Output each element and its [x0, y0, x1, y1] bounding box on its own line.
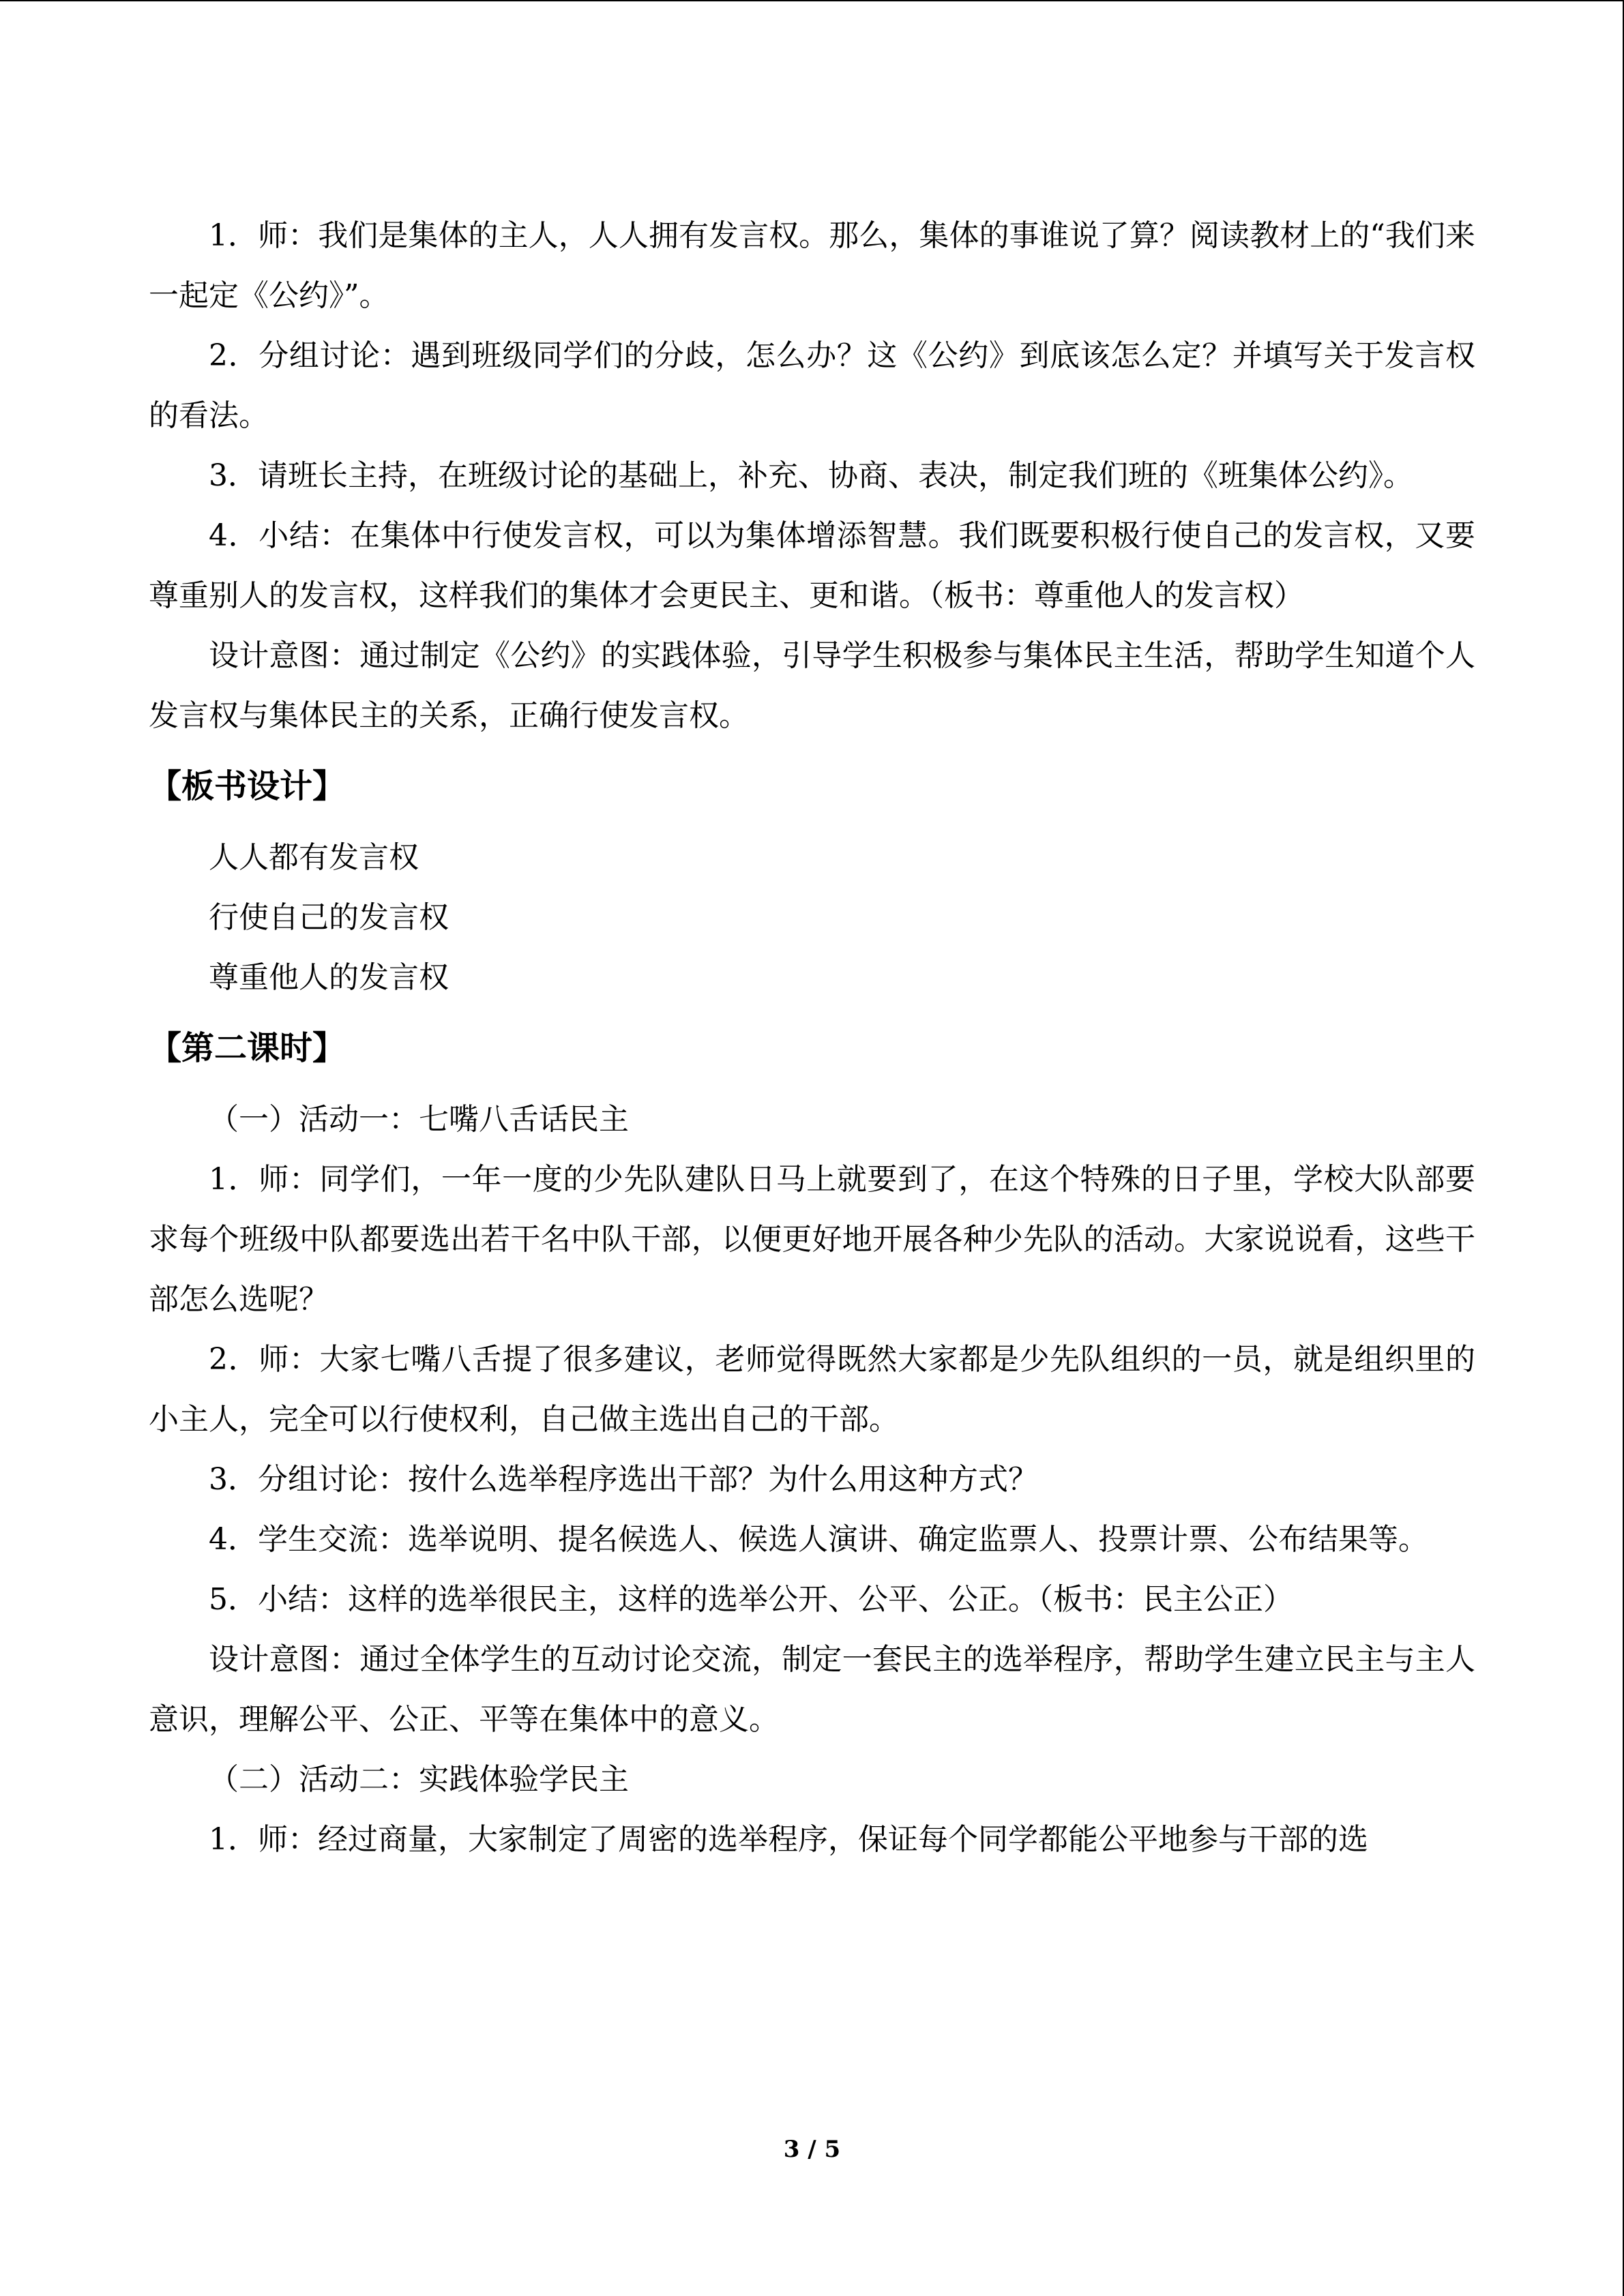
paragraph: 4．学生交流：选举说明、提名候选人、候选人演讲、确定监票人、投票计票、公布结果等。: [209, 1522, 1428, 1557]
paragraph: 1．师：我们是集体的主人，人人拥有发言权。那么，集体的事谁说了算？阅读教材上的“我们来一起定《公约》”。: [149, 218, 1475, 313]
activity-one-title: （一）活动一：七嘴八舌话民主: [209, 1102, 629, 1137]
board-line: 尊重他人的发言权: [209, 960, 449, 995]
paragraph: 2．分组讨论：遇到班级同学们的分歧，怎么办？这《公约》到底该怎么定？并填写关于发言权的看法。: [149, 338, 1475, 433]
second-lesson-heading: 【第二课时】: [149, 1029, 346, 1067]
paragraph: 5．小结：这样的选举很民主，这样的选举公开、公平、公正。（板书：民主公正）: [209, 1582, 1293, 1617]
paragraph: 3．请班长主持，在班级讨论的基础上，补充、协商、表决，制定我们班的《班集体公约》。: [209, 458, 1413, 493]
paragraph: 2．师：大家七嘴八舌提了很多建议，老师觉得既然大家都是少先队组织的一员，就是组织里的小主人，完全可以行使权利，自己做主选出自己的干部。: [149, 1342, 1475, 1437]
activity-two-title: （二）活动二：实践体验学民主: [209, 1762, 629, 1797]
paragraph: 4．小结：在集体中行使发言权，可以为集体增添智慧。我们既要积极行使自己的发言权，又要尊重别人的发言权，这样我们的集体才会更民主、更和谐。（板书：尊重他人的发言权）: [149, 518, 1475, 613]
board-line: 人人都有发言权: [209, 840, 419, 875]
board-line: 行使自己的发言权: [209, 900, 449, 935]
paragraph: 3．分组讨论：按什么选举程序选出干部？为什么用这种方式？: [209, 1462, 1038, 1497]
board-design-heading: 【板书设计】: [149, 767, 346, 805]
design-intent-paragraph: 设计意图：通过制定《公约》的实践体验，引导学生积极参与集体民主生活，帮助学生知道个人发言权与集体民主的关系，正确行使发言权。: [149, 638, 1475, 733]
paragraph: 1．师：同学们，一年一度的少先队建队日马上就要到了，在这个特殊的日子里，学校大队部要求每个班级中队都要选出若干名中队干部，以便更好地开展各种少先队的活动。大家说说看，这些干部怎么选呢？: [149, 1162, 1475, 1317]
design-intent-paragraph: 设计意图：通过全体学生的互动讨论交流，制定一套民主的选举程序，帮助学生建立民主与主人意识，理解公平、公正、平等在集体中的意义。: [149, 1642, 1475, 1737]
page-number: 3 / 5: [783, 2136, 841, 2163]
paragraph: 1．师：经过商量，大家制定了周密的选举程序，保证每个同学都能公平地参与干部的选: [209, 1822, 1368, 1857]
page-content: [149, 206, 1475, 1870]
